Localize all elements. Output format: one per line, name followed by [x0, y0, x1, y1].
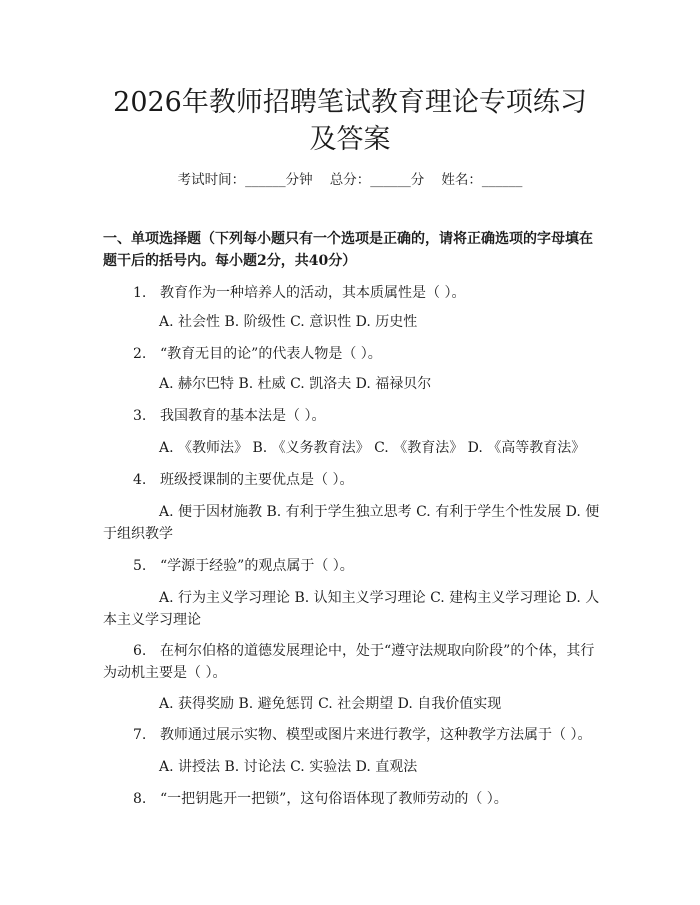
question-6-options: A. 获得奖励 B. 避免惩罚 C. 社会期望 D. 自我价值实现	[159, 696, 502, 712]
question-number: 5.	[133, 558, 147, 574]
question-number: 3.	[133, 408, 147, 424]
question-8	[103, 788, 600, 810]
question-number: 7.	[133, 727, 147, 743]
question-4-options: A. 便于因材施教 B. 有利于学生独立思考 C. 有利于学生个性发展 D. 便于组织教学	[103, 504, 600, 542]
question-number: 4.	[133, 472, 147, 488]
question-text: 我国教育的基本法是（ ）。	[160, 408, 326, 424]
question-text: 班级授课制的主要优点是（ ）。	[160, 472, 354, 488]
question-3	[103, 405, 600, 427]
question-5	[103, 555, 600, 577]
question-2-options: A. 赫尔巴特 B. 杜威 C. 凯洛夫 D. 福禄贝尔	[159, 376, 432, 392]
question-text: “一把钥匙开一把锁”，这句俗语体现了教师劳动的（ ）。	[160, 791, 508, 807]
question-text: 在柯尔伯格的道德发展理论中，处于“遵守法规取向阶段”的个体，其行为动机主要是（ ）。	[103, 643, 595, 681]
question-7	[103, 724, 600, 746]
question-number: 8.	[133, 791, 147, 807]
question-number: 6.	[133, 643, 147, 659]
document-title: 2026年教师招聘笔试教育理论专项练习及答案	[113, 87, 587, 155]
question-7-options: A. 讲授法 B. 讨论法 C. 实验法 D. 直观法	[159, 759, 418, 775]
question-6	[103, 640, 600, 684]
question-5-options: A. 行为主义学习理论 B. 认知主义学习理论 C. 建构主义学习理论 D. 人本主义学习理论	[103, 590, 600, 628]
question-2	[103, 343, 600, 365]
question-text: 教师通过展示实物、模型或图片来进行教学，这种教学方法属于（ ）。	[160, 727, 592, 743]
question-text: “学源于经验”的观点属于（ ）。	[160, 558, 354, 574]
question-1	[103, 282, 600, 304]
question-text: “教育无目的论”的代表人物是（ ）。	[160, 346, 382, 362]
question-4	[103, 469, 600, 491]
question-3-options: A. 《教师法》 B. 《义务教育法》 C. 《教育法》 D. 《高等教育法》	[159, 440, 586, 456]
question-1-options: A. 社会性 B. 阶级性 C. 意识性 D. 历史性	[159, 314, 418, 330]
exam-meta-line: 考试时间：______分钟 总分：______分 姓名：______	[177, 172, 523, 188]
question-text: 教育作为一种培养人的活动，其本质属性是（ ）。	[160, 285, 466, 301]
question-number: 2.	[133, 346, 147, 362]
question-number: 1.	[133, 285, 147, 301]
section-heading: 一、单项选择题（下列每小题只有一个选项是正确的，请将正确选项的字母填在题干后的括号内。每小题2分，共40分）	[103, 231, 593, 269]
